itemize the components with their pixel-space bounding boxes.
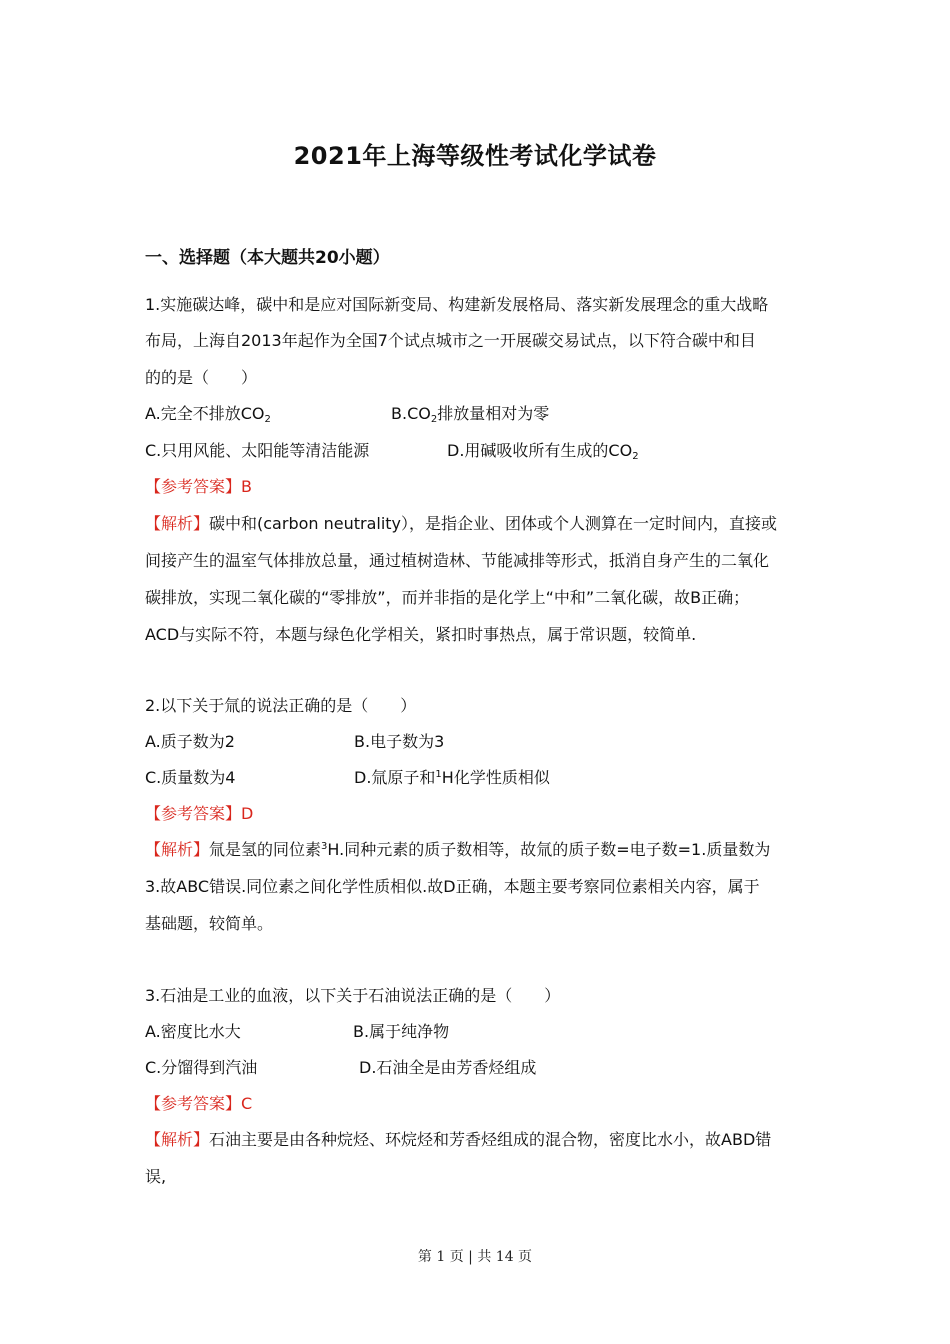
- q3-analysis-label: 【解析】: [145, 1130, 210, 1149]
- page-title: 2021年上海等级性考试化学试卷: [293, 142, 657, 170]
- q2-option-d-text-pre: D.氚原子和: [354, 768, 436, 787]
- q3-analysis-line-1: [145, 1129, 771, 1151]
- q2-answer-label: 【参考答案】: [145, 804, 242, 823]
- q1-analysis-line-3: 碳排放，实现二氧化碳的“零排放”，而并非指的是化学上“中和”二氧化碳，故B正确；: [145, 588, 750, 607]
- q1-answer-label: 【参考答案】: [145, 477, 242, 496]
- q3-answer: [145, 1093, 252, 1115]
- q2-option-d-text-post: H化学性质相似: [441, 768, 550, 787]
- q1-answer: [145, 476, 252, 498]
- q1-option-a: [145, 403, 271, 425]
- q1-option-a-text: A.完全不排放CO: [145, 404, 265, 423]
- q3-option-b: B.属于纯净物: [353, 1022, 450, 1041]
- q1-stem-line-2: 布局，上海自2013年起作为全国7个试点城市之一开展碳交易试点，以下符合碳中和目: [145, 331, 756, 350]
- q1-option-d-subscript: 2: [632, 451, 639, 462]
- q1-analysis-label: 【解析】: [145, 514, 210, 533]
- q2-answer-value: D: [241, 804, 254, 823]
- q3-analysis-text-1: 石油主要是由各种烷烃、环烷烃和芳香烃组成的混合物，密度比水小，故ABD错: [209, 1130, 772, 1149]
- q3-option-c: C.分馏得到汽油: [145, 1058, 258, 1077]
- q2-analysis-text-pre: 氚是氢的同位素: [209, 840, 322, 859]
- q1-option-c: C.只用风能、太阳能等清洁能源: [145, 441, 370, 460]
- q1-option-b: [391, 403, 549, 425]
- q2-option-d-superscript: 1: [435, 769, 442, 780]
- q2-option-b: B.电子数为3: [354, 732, 445, 751]
- q2-stem: 2.以下关于氚的说法正确的是（ ）: [145, 696, 417, 715]
- q2-analysis-label: 【解析】: [145, 840, 210, 859]
- q1-analysis-line-2: 间接产生的温室气体排放总量，通过植树造林、节能减排等形式，抵消自身产生的二氧化: [145, 551, 770, 570]
- q3-answer-label: 【参考答案】: [145, 1094, 242, 1113]
- q3-option-a: A.密度比水大: [145, 1022, 241, 1041]
- q1-stem-line-1: 1.实施碳达峰，碳中和是应对国际新变局、构建新发展格局、落实新发展理念的重大战略: [145, 295, 769, 314]
- q1-option-d: [447, 440, 639, 462]
- q2-analysis-superscript: 3: [321, 841, 328, 852]
- q3-answer-value: C: [241, 1094, 253, 1113]
- q1-option-b-text-post: 排放量相对为零: [437, 404, 550, 423]
- q1-analysis-line-4: ACD与实际不符，本题与绿色化学相关，紧扣时事热点，属于常识题，较简单.: [145, 625, 697, 644]
- section-heading: 一、选择题（本大题共20小题）: [145, 248, 390, 268]
- q2-analysis-line-1: [145, 839, 770, 861]
- q1-analysis-line-1: [145, 513, 777, 535]
- q1-option-b-text-pre: B.CO: [391, 404, 431, 423]
- q2-answer: [145, 803, 253, 825]
- page-footer: 第 1 页 | 共 14 页: [417, 1249, 533, 1265]
- q3-stem: 3.石油是工业的血液，以下关于石油说法正确的是（ ）: [145, 986, 561, 1005]
- q2-option-a: A.质子数为2: [145, 732, 235, 751]
- q2-analysis-text-post: H.同种元素的质子数相等，故氚的质子数=电子数=1.质量数为: [327, 840, 771, 859]
- q1-answer-value: B: [241, 477, 252, 496]
- q1-stem-line-3: 的的是（ ）: [145, 368, 258, 387]
- q3-analysis-line-2: 误,: [145, 1167, 167, 1186]
- q1-option-d-text: D.用碱吸收所有生成的CO: [447, 441, 633, 460]
- q2-option-c: C.质量数为4: [145, 768, 236, 787]
- q2-option-d: [354, 767, 550, 789]
- q2-analysis-line-3: 基础题，较简单。: [145, 914, 274, 933]
- q1-analysis-text-1: 碳中和(carbon neutrality），是指企业、团体或个人测算在一定时间内，直接或: [209, 514, 778, 533]
- q1-option-b-subscript: 2: [430, 414, 438, 425]
- q3-option-d: D.石油全是由芳香烃组成: [359, 1058, 537, 1077]
- q1-option-a-subscript: 2: [264, 414, 271, 425]
- q2-analysis-line-2: 3.故ABC错误.同位素之间化学性质相似.故D正确，本题主要考察同位素相关内容，属于: [145, 877, 760, 896]
